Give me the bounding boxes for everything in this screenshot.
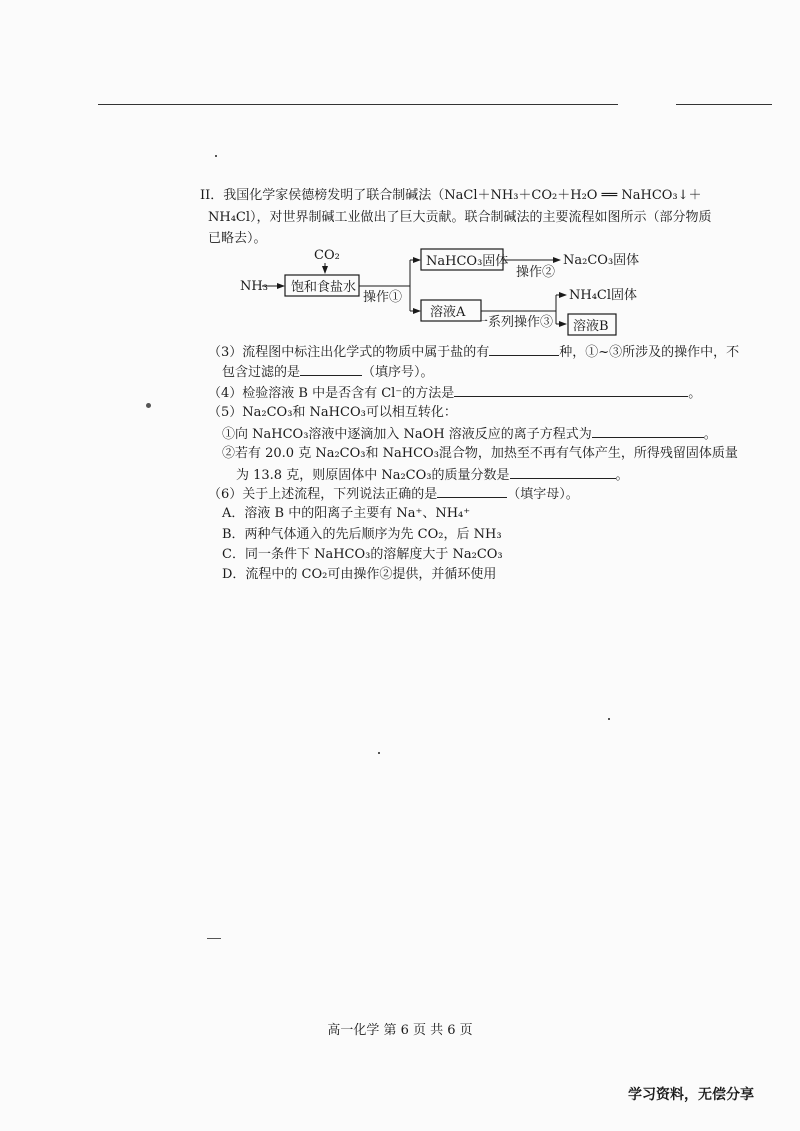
- q6-head: （6）关于上述流程，下列说法正确的是 （填字母）。: [208, 484, 579, 504]
- scan-speck: [608, 718, 610, 720]
- scan-dot: [146, 403, 151, 408]
- nh3-label: NH₃: [240, 279, 268, 294]
- process-flow-diagram: [0, 0, 800, 345]
- series-op3-label: 一系列操作③: [475, 315, 554, 330]
- q5-sub-2b: 为 13.8 克，则原固体中 Na₂CO₃的质量分数是 。: [236, 465, 629, 485]
- q6-option-b: B．两种气体通入的先后顺序为先 CO₂，后 NH₃: [222, 527, 502, 542]
- q3-blank-2[interactable]: [300, 362, 362, 376]
- co2-label: CO₂: [314, 248, 340, 263]
- na2co3-label: Na₂CO₃固体: [563, 253, 640, 268]
- op1-label: 操作①: [363, 290, 403, 305]
- solution-a-label: 溶液A: [430, 305, 466, 320]
- brine-label: 饱和食盐水: [291, 280, 357, 295]
- solution-b-label: 溶液B: [573, 319, 609, 334]
- intro-line-1: II．我国化学家侯德榜发明了联合制碱法（NaCl＋NH₃＋CO₂＋H₂O ══ NaHCO₃↓＋: [200, 188, 702, 203]
- intro-line-3: 已略去）。: [208, 231, 267, 246]
- q5-head: （5）Na₂CO₃和 NaHCO₃可以相互转化：: [208, 405, 457, 420]
- q3-line-1: （3）流程图中标注出化学式的物质中属于盐的有 种，①~③所涉及的操作中，不: [208, 342, 739, 362]
- q5-sub-2a: ②若有 20.0 克 Na₂CO₃和 NaHCO₃混合物，加热至不再有气体产生，所得残留固体质量: [222, 446, 738, 461]
- op2-label: 操作②: [516, 265, 556, 280]
- q3-blank-1[interactable]: [489, 342, 559, 356]
- q6-option-d: D．流程中的 CO₂可由操作②提供，并循环使用: [222, 567, 497, 582]
- q3-line-2: 包含过滤的是 （填序号）。: [222, 362, 434, 382]
- scan-speck: [215, 155, 217, 157]
- intro-line-2: NH₄Cl），对世界制碱工业做出了巨大贡献。联合制碱法的主要流程如图所示（部分物质: [208, 210, 712, 225]
- scan-speck: [207, 938, 221, 939]
- scan-speck: [378, 752, 380, 754]
- q6-option-a: A．溶液 B 中的阳离子主要有 Na⁺、NH₄⁺: [222, 506, 471, 521]
- q6-blank[interactable]: [437, 484, 507, 498]
- q5-blank-2[interactable]: [510, 465, 616, 479]
- q4-blank[interactable]: [454, 383, 688, 397]
- promo-text: 学习资料，无偿分享: [628, 1087, 754, 1103]
- q5-sub-1: ①向 NaHCO₃溶液中逐滴加入 NaOH 溶液反应的离子方程式为 。: [222, 424, 717, 444]
- nahco3-label: NaHCO₃固体: [426, 254, 509, 269]
- q5-blank-1[interactable]: [592, 424, 704, 438]
- q4-line: （4）检验溶液 B 中是否含有 Cl⁻的方法是 。: [208, 383, 701, 403]
- nh4cl-label: NH₄Cl固体: [569, 288, 638, 303]
- page-footer: 高一化学 第 6 页 共 6 页: [327, 1023, 473, 1038]
- q6-option-c: C．同一条件下 NaHCO₃的溶解度大于 Na₂CO₃: [222, 547, 503, 562]
